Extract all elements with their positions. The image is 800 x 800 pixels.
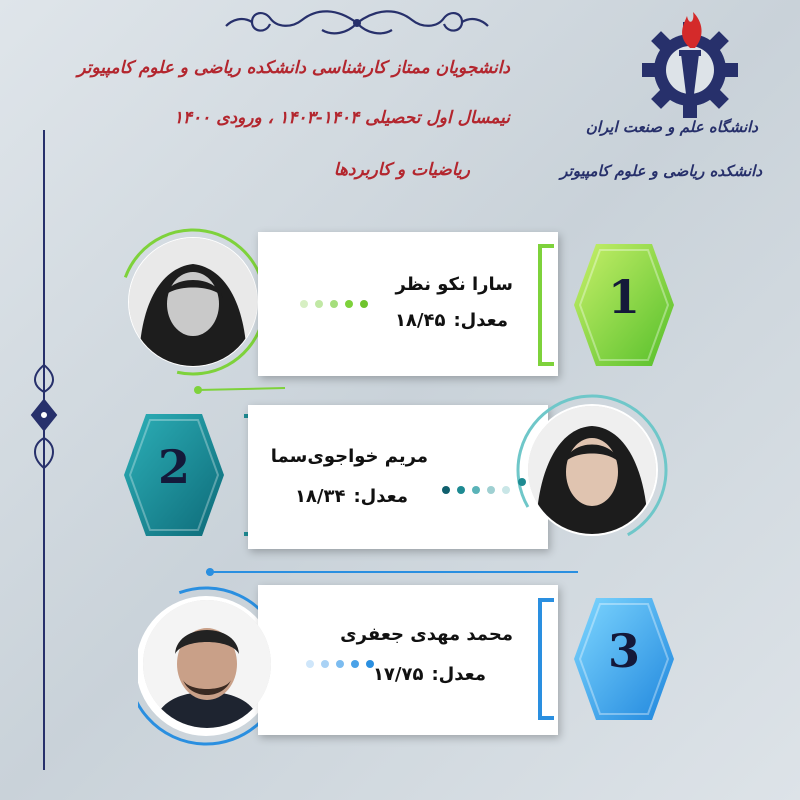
gpa-label-1: معدل: xyxy=(453,310,508,331)
gpa-label-2: معدل: xyxy=(353,486,408,507)
student-photo-1 xyxy=(129,238,257,366)
header-line-1: دانشجویان ممتاز کارشناسی دانشکده ریاضی و علوم کامپیوتر xyxy=(77,58,510,78)
header-line-2: نیمسال اول تحصیلی ۱۴۰۴-۱۴۰۳ ، ورودی ۱۴۰۰ xyxy=(173,108,510,128)
university-name: دانشگاه علم و صنعت ایران xyxy=(585,118,758,136)
rank-number-3: 3 xyxy=(607,624,640,678)
ornament-icon xyxy=(28,360,60,480)
student-photo-3 xyxy=(143,600,271,728)
gpa-label-3: معدل: xyxy=(431,664,486,685)
student-gpa-1 xyxy=(391,310,512,331)
gpa-value-3: ۱۷/۷۵ xyxy=(372,664,424,685)
progress-dots-3 xyxy=(306,660,374,668)
rank-number-2: 2 xyxy=(157,440,190,494)
progress-dots-1 xyxy=(300,300,368,308)
student-gpa-3 xyxy=(369,664,490,685)
header-line-3: ریاضیات و کاربردها xyxy=(333,160,470,180)
student-gpa-2 xyxy=(291,486,412,507)
rank-number-1: 1 xyxy=(607,270,640,324)
student-name-1: سارا نکو نظر xyxy=(395,274,513,295)
top-flourish-icon xyxy=(222,6,492,40)
student-name-2: مریم خواجوی‌سما xyxy=(270,446,428,467)
student-photo-2 xyxy=(528,406,656,534)
gpa-value-2: ۱۸/۳۴ xyxy=(294,486,346,507)
faculty-name: دانشکده ریاضی و علوم کامپیوتر xyxy=(560,162,762,180)
progress-dots-2 xyxy=(442,486,510,494)
student-name-3: محمد مهدی جعفری xyxy=(340,624,513,645)
gpa-value-1: ۱۸/۴۵ xyxy=(394,310,446,331)
card-body-3 xyxy=(258,585,558,735)
university-logo-icon xyxy=(635,8,745,123)
